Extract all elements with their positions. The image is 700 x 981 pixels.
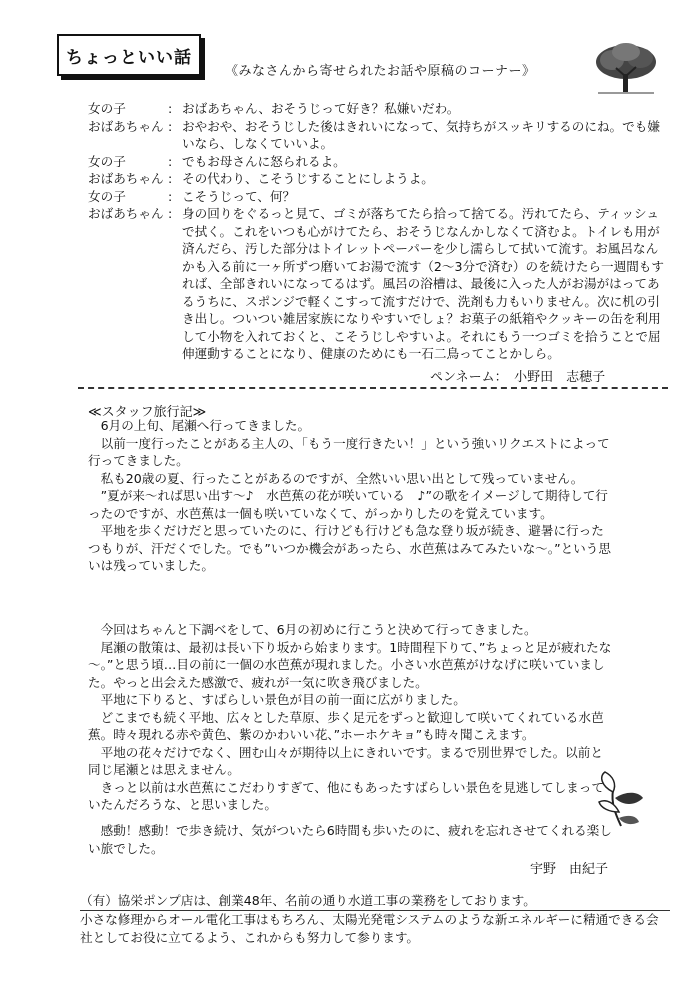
line-text: その代わり、こそうじすることにしようよ。 (182, 171, 434, 186)
paragraph: どこまでも続く平地、広々とした草原、歩く足元をずっと歓迎して咲いてくれている水芭蕉。時々現れる赤や黄色、紫のかわいい花、”ホーホケキョ”も時々聞こえます。 (88, 709, 604, 742)
speaker: おばあちゃん (88, 171, 164, 186)
dialogue-line: おばあちゃん : おやおや、おそうじした後はきれいになって、気持ちがスッキリするのにね。でも嫌いなら、しなくていいよ。 (88, 118, 668, 153)
author-name: 宇野 由紀子 (530, 862, 609, 877)
section-divider (78, 387, 668, 389)
paragraph: 平地に下りると、すばらしい景色が目の前一面に広がりました。 (100, 692, 466, 707)
speaker: おばあちゃん (88, 118, 164, 134)
line-text: 身の回りをぐるっと見て、ゴミが落ちてたら拾って捨てる。汚れてたら、ティッシュで拭く。これをいつも心がけてたら、おそうじなんかしなくて済むよ。トイレも用が済んだら、汚した部分はトイレットペーパーを少し濡らして拭いて流す。お風呂なんかも入る前に一ヶ所ずつ磨いてお湯で流す（2～3分で済む）のを続けたら一週間もすれば、全部きれいになってるはず。風呂の浴槽は、最後に入った人がお湯がはってあるうちに、スポンジで軽くこすって流すだけで、洗剤も力もいりません。次に机の引き出し。ついつい雑居家族になりやすいでしょ？お菓子の紙箱やクッキーの缶を利用して小物を入れておくと、こそうじしやすいよ。それにもう一つゴミを拾うことで屈伸運動することになり、健康のためにも一石二鳥ってことかしら。 (182, 206, 664, 361)
company-footer (80, 892, 670, 947)
paragraph: 尾瀬の散策は、最初は長い下り坂から始まります。1時間程下りて、”ちょっと足が疲れたな～。”と思う頃…目の前に一個の水芭蕉が現れました。小さい水芭蕉がけなげに咲いていました。やっと出会えた感激で、疲れが一気に吹き飛びました。 (88, 639, 612, 690)
dialogue-line: 女の子 : おばあちゃん、おそうじって好き？私嫌いだわ。 (88, 100, 668, 118)
speaker: 女の子 (88, 101, 126, 116)
paragraph: 6月の上旬、尾瀬へ行ってきました。 (100, 418, 311, 433)
footer-line: （有）協栄ポンプ店は、創業48年、名前の通り水道工事の業務をしております。 (80, 892, 670, 911)
line-text: おばあちゃん、おそうじって好き？私嫌いだわ。 (182, 101, 460, 116)
paragraph: 私も20歳の夏、行ったことがあるのですが、全然いい思い出として残っていません。 (100, 470, 584, 486)
paragraph: 今回はちゃんと下調べをして、6月の初めに行こうと決めて行ってきました。 (100, 622, 537, 637)
article-part-3 (88, 822, 613, 857)
speaker: 女の子 (88, 188, 126, 204)
line-text: でもお母さんに怒られるよ。 (182, 153, 346, 169)
dialogue-line: 女の子 : でもお母さんに怒られるよ。 (88, 153, 668, 171)
paragraph: 感動！感動！で歩き続け、気がついたら6時間も歩いたのに、疲れを忘れさせてくれる楽しい旅でした。 (88, 823, 612, 856)
article-part-2 (88, 621, 613, 814)
paragraph: 平地を歩くだけだと思っていたのに、行けども行けども急な登り坂が続き、避暑に行ったつもりが、汗だくでした。でも”いつか機会があったら、水芭蕉はみてみたいな～。”という思いは残っていました。 (88, 523, 611, 573)
paragraph: 平地の花々だけでなく、囲む山々が期待以上にきれいです。まるで別世界でした。以前と同じ尾瀬とは思えません。 (88, 744, 603, 777)
penname: ペンネーム： 小野田 志穂子 (430, 370, 606, 385)
paragraph: きっと以前は水芭蕉にこだわりすぎて、他にもあったすばらしい景色を見逃してしまっていたんだろうな、と思いました。 (88, 779, 604, 812)
dialogue-line: おばあちゃん : その代わり、こそうじすることにしようよ。 (88, 170, 668, 188)
column-title: ちょっといい話 (57, 34, 201, 76)
line-text: おやおや、おそうじした後はきれいになって、気持ちがスッキリするのにね。でも嫌いなら、しなくていいよ。 (182, 118, 660, 151)
flower-leaf-icon (593, 768, 648, 830)
dialogue-line: 女の子 : こそうじって、何？ (88, 188, 668, 206)
line-text: こそうじって、何？ (182, 188, 296, 204)
dialogue-line: おばあちゃん : 身の回りをぐるっと見て、ゴミが落ちてたら拾って捨てる。汚れてたら、ティッシュで拭く。これをいつも心がけてたら、おそうじなんかしなくて済むよ。トイレも用が済んだら、汚した部分はトイレットペーパーを少し濡らして拭いて流す。お風呂なんかも入る前に一ヶ所ずつ磨いてお湯で流す（2～3分で済む）のを続けたら一週間もすれば、全部きれいになってるはず。風呂の浴槽は、最後に入った人がお湯がはってあるうちに、スポンジで軽くこすって流すだけで、洗剤も力もいりません。次に机の引き出し。ついつい雑居家族になりやすいでしょ？お菓子の紙箱やクッキーの缶を利用して小物を入れておくと、こそうじしやすいよ。それにもう一つゴミを拾うことで屈伸運動することになり、健康のためにも一石二鳥ってことかしら。 (88, 205, 668, 363)
section-title: ≪スタッフ旅行記≫ (88, 405, 207, 420)
paragraph: 以前一度行ったことがある主人の、「もう一度行きたい！」という強いリクエストによって行ってきました。 (88, 435, 610, 468)
dialogue (88, 100, 668, 363)
speaker: 女の子 (88, 153, 126, 169)
tree-icon (592, 40, 660, 95)
column-subtitle: 《みなさんから寄せられたお話や原稿のコーナー》 (225, 64, 536, 79)
article-part-1 (88, 417, 613, 575)
paragraph: ”夏が来～れば思い出す～♪ 水芭蕉の花が咲いている ♪”の歌をイメージして期待して行ったのですが、水芭蕉は一個も咲いていなくて、がっかりしたのを覚えています。 (88, 488, 608, 521)
speaker: おばあちゃん (88, 206, 164, 221)
footer-line: 小さな修理からオール電化工事はもちろん、太陽光発電システムのような新エネルギーに精通できる会社としてお役に立てるよう、これからも努力して参ります。 (80, 912, 659, 945)
